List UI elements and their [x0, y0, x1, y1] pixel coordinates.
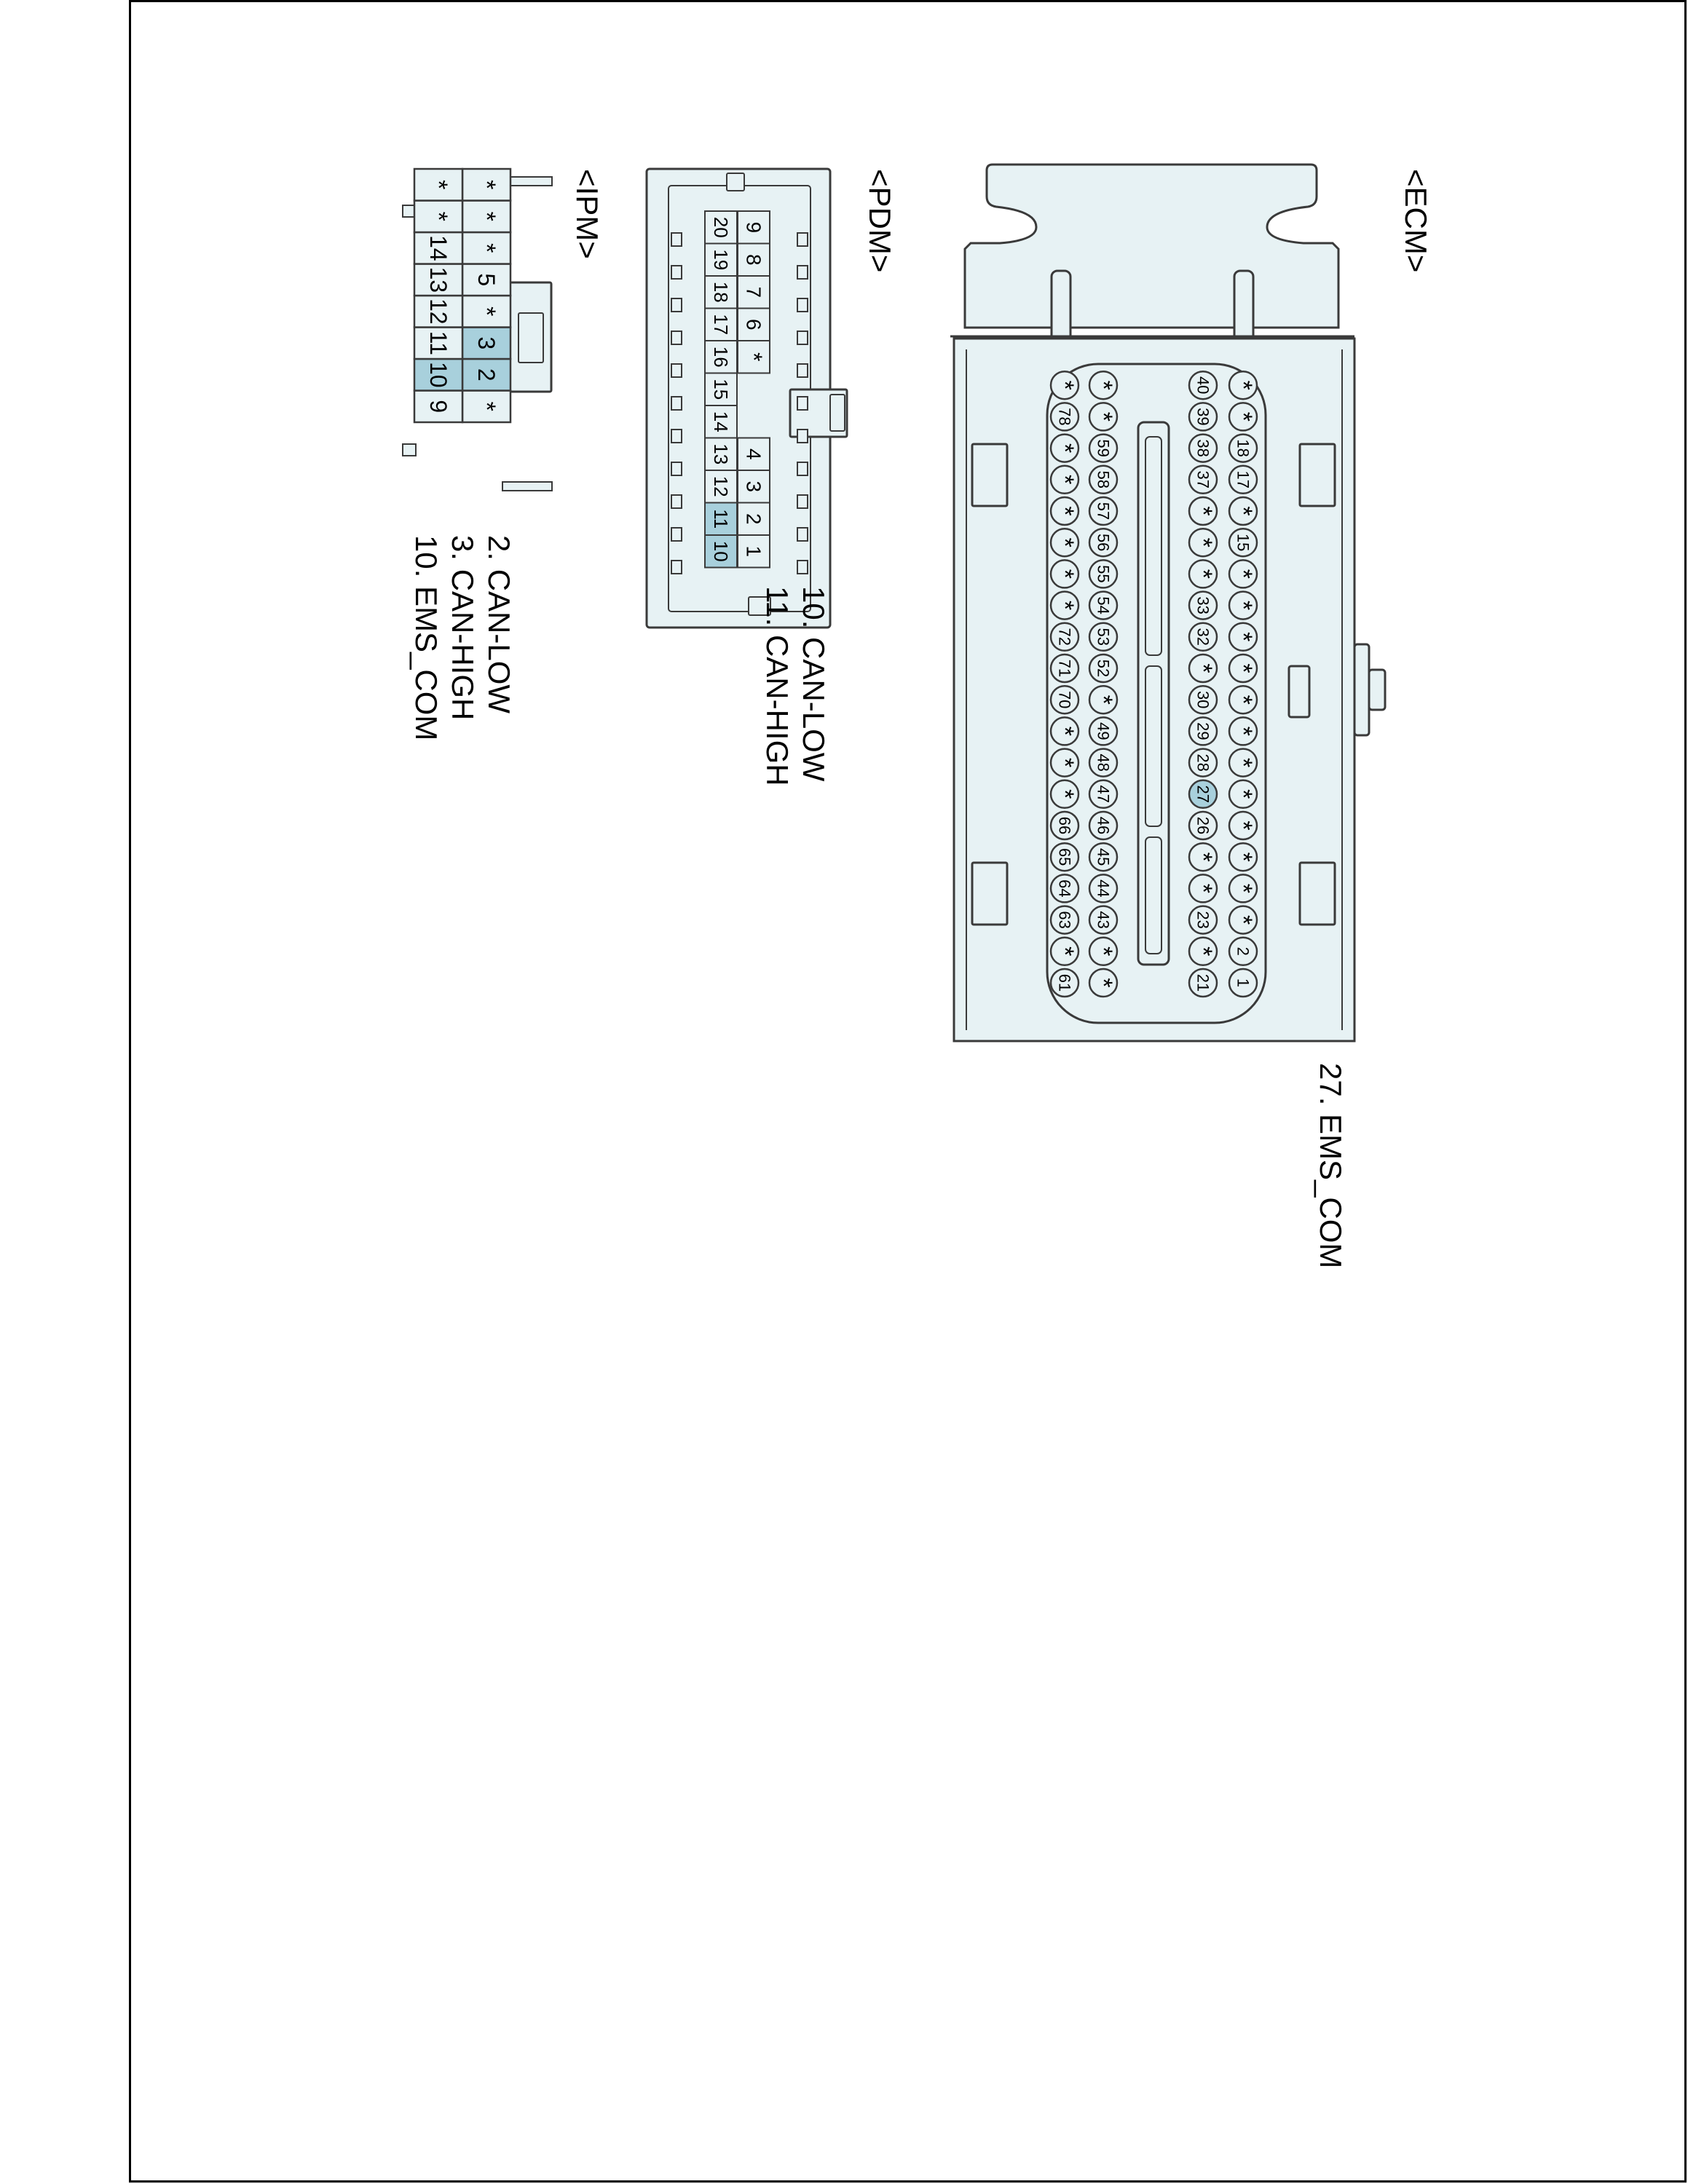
ipm-pin-label: * [473, 243, 500, 253]
ecm-pin-label: * [1051, 757, 1078, 768]
ecm-pin [1089, 403, 1117, 430]
ecm-pin-label: 66 [1055, 816, 1074, 835]
ecm-pin [1051, 371, 1078, 399]
ecm-pin-label: 21 [1194, 973, 1212, 992]
ecm-pin-label: 37 [1194, 470, 1212, 489]
ecm-pin-label: * [1051, 537, 1078, 547]
ecm-pin-label: * [1051, 600, 1078, 611]
ecm-guide-rail [1052, 271, 1070, 344]
ipm-pin [414, 328, 462, 360]
ipm-pin-label: * [473, 211, 500, 221]
ecm-pin [1229, 749, 1257, 777]
ecm-pin-label: * [1229, 726, 1257, 737]
ecm-pin-label: 52 [1094, 659, 1113, 678]
ecm-pin [1229, 654, 1257, 682]
pdm-pin-label: 8 [742, 253, 765, 266]
ecm-pin [1051, 466, 1078, 494]
ecm-bracket [1300, 444, 1335, 506]
ecm-pin-label: 26 [1194, 816, 1212, 835]
ecm-legend-line: 27. EMS_COM [1314, 1063, 1348, 1269]
ecm-pin [1089, 529, 1117, 556]
pdm-pin [738, 503, 770, 536]
ecm-pin-label: * [1229, 380, 1257, 390]
ecm-pin [1189, 623, 1217, 651]
ecm-pin [1189, 906, 1217, 934]
ecm-pin-label: * [1229, 695, 1257, 705]
ipm-pin-label: * [425, 211, 452, 221]
ecm-pin-label: * [1051, 726, 1078, 737]
ecm-pin [1089, 435, 1117, 462]
ecm-pin [1089, 969, 1117, 997]
ipm-pin [462, 296, 510, 328]
ecm-pin-label: 78 [1055, 408, 1074, 426]
ecm-center-slot [1145, 837, 1162, 954]
ecm-pin [1189, 969, 1217, 997]
ecm-lock-slot [1289, 666, 1309, 717]
ecm-pin [1189, 938, 1217, 965]
ecm-pin-label: 46 [1094, 816, 1113, 835]
ipm-pin-label: 3 [473, 336, 500, 350]
ipm-pin [462, 201, 510, 233]
ecm-pin [1189, 686, 1217, 713]
ipm-pin [462, 264, 510, 296]
pdm-pin-label: 9 [742, 221, 765, 234]
pdm-legend [759, 586, 832, 786]
ecm-pin-label: * [1189, 537, 1217, 547]
ecm-pin-label: * [1189, 506, 1217, 516]
ipm-legend [408, 535, 517, 740]
ecm-pin [1051, 717, 1078, 745]
ecm-pin [1229, 874, 1257, 902]
ipm-pin [414, 359, 462, 391]
ecm-pin-label: * [1229, 883, 1257, 894]
ecm-pin [1229, 969, 1257, 997]
ecm-pin-label: 1 [1234, 978, 1253, 988]
pdm-pin-label: 6 [742, 318, 765, 331]
ecm-pin-label: * [1229, 411, 1257, 422]
ecm-pin-label: * [1051, 569, 1078, 579]
pdm-pin [705, 309, 737, 341]
ecm-pin [1089, 560, 1117, 587]
ipm-pin-label: 9 [425, 400, 451, 414]
ecm-pin-label: 44 [1094, 879, 1113, 898]
pdm-terminal-tooth [797, 528, 808, 541]
ecm-pin [1051, 686, 1078, 713]
ecm-legend [1312, 1063, 1349, 1268]
ecm-pin [1189, 560, 1217, 587]
pdm-pin-label: 15 [710, 379, 732, 400]
ecm-pin-label: 39 [1194, 408, 1212, 426]
ipm-legend-line: 2. CAN-LOW [482, 535, 516, 714]
ecm-pin [1051, 906, 1078, 934]
ipm-pin [462, 391, 510, 423]
ecm-side-latch-tab [1369, 670, 1385, 710]
pdm-pin-label: 10 [710, 540, 732, 562]
pdm-terminal-tooth [671, 462, 682, 475]
ecm-pin-label: 56 [1094, 533, 1113, 552]
pdm-terminal-tooth [797, 430, 808, 443]
ecm-pin [1229, 403, 1257, 430]
ecm-pin-label: 15 [1234, 533, 1253, 552]
ecm-pin [1229, 686, 1257, 713]
ecm-pin [1089, 749, 1117, 777]
ecm-pin-label: * [1229, 914, 1257, 925]
ecm-pin-label: * [1089, 978, 1117, 988]
ecm-pin [1229, 906, 1257, 934]
ecm-pin [1089, 497, 1117, 525]
ipm-pin-label: 2 [473, 368, 500, 381]
ipm-pin-label: * [473, 401, 500, 411]
ipm-pin [462, 232, 510, 264]
ecm-pin [1229, 592, 1257, 620]
ecm-center-slot [1145, 666, 1162, 826]
ecm-pin-label: * [1051, 443, 1078, 454]
ecm-pin-label: 72 [1055, 628, 1074, 646]
ipm-pin [414, 296, 462, 328]
ecm-pin-label: 55 [1094, 565, 1113, 583]
ecm-pin [1229, 623, 1257, 651]
pdm-pin [705, 438, 737, 471]
ecm-pin-label: 58 [1094, 470, 1113, 489]
pdm-pin [738, 470, 770, 503]
pdm-terminal-tooth [671, 364, 682, 377]
ecm-pin-label: * [1051, 789, 1078, 799]
ecm-bracket [972, 444, 1007, 506]
ecm-pin [1189, 780, 1217, 808]
ecm-pin-label: * [1229, 852, 1257, 862]
ecm-pin-label: * [1229, 757, 1257, 768]
pdm-terminal-tooth [671, 495, 682, 508]
pdm-pin-label: 19 [710, 249, 732, 271]
ecm-pin [1051, 560, 1078, 587]
pdm-pin-label: 3 [742, 480, 765, 493]
ecm-pin [1229, 435, 1257, 462]
ipm-connector [403, 169, 552, 491]
ecm-pin-label: 71 [1055, 659, 1074, 678]
pdm-pin [738, 211, 770, 244]
pdm-latch-tab [830, 395, 845, 431]
ecm-pin-label: * [1229, 506, 1257, 516]
pdm-terminal-tooth [671, 331, 682, 344]
ecm-pin [1189, 371, 1217, 399]
pdm-terminal-tooth [797, 364, 808, 377]
pdm-pin-label: * [741, 352, 767, 362]
ecm-pin [1089, 938, 1117, 965]
ipm-pin-label: 12 [425, 298, 451, 325]
ecm-pin-label: * [1051, 475, 1078, 485]
ecm-pin [1189, 843, 1217, 871]
pdm-terminal-tooth [671, 430, 682, 443]
ecm-pin [1189, 592, 1217, 620]
pdm-top-tab [727, 173, 744, 191]
ecm-pin [1189, 654, 1217, 682]
ipm-pin [414, 169, 462, 201]
ecm-pin [1051, 403, 1078, 430]
ecm-pin-label: * [1189, 946, 1217, 957]
ecm-pin [1189, 403, 1217, 430]
ipm-pin [462, 169, 510, 201]
ecm-pin [1189, 874, 1217, 902]
ecm-pin [1089, 592, 1117, 620]
pdm-pin [705, 341, 737, 373]
pdm-pin [705, 405, 737, 438]
ecm-pin-label: 47 [1094, 785, 1113, 804]
pdm-pin-label: 17 [710, 314, 732, 336]
pdm-pin-label: 1 [742, 545, 765, 558]
ecm-side-latch [1354, 644, 1369, 735]
ecm-mounting-flange [965, 165, 1338, 328]
ecm-pin-label: * [1089, 411, 1117, 422]
pdm-terminal-tooth [797, 462, 808, 475]
ecm-pin-label: 23 [1194, 911, 1212, 929]
ecm-pin [1051, 938, 1078, 965]
pdm-terminal-tooth [797, 331, 808, 344]
pdm-pin-label: 12 [710, 475, 732, 497]
pdm-pin [705, 503, 737, 536]
pdm-pin [705, 470, 737, 503]
ecm-pin [1189, 749, 1217, 777]
ecm-pin [1089, 812, 1117, 839]
ecm-pin [1089, 466, 1117, 494]
ecm-center-slot [1145, 437, 1162, 655]
ecm-pin [1051, 592, 1078, 620]
ecm-pin-label: 59 [1094, 439, 1113, 457]
ecm-pin [1089, 371, 1117, 399]
ecm-pin [1189, 466, 1217, 494]
ecm-pin-label: 28 [1194, 753, 1212, 772]
ecm-pin-label: 27 [1194, 785, 1212, 804]
ecm-pin-label: * [1229, 600, 1257, 611]
ecm-pin-label: 54 [1094, 596, 1113, 614]
ecm-pin-label: * [1229, 663, 1257, 673]
pdm-title: <PDM> [863, 169, 897, 273]
ecm-pin [1051, 529, 1078, 556]
ipm-pin-label: 13 [425, 266, 451, 293]
ecm-pin [1229, 371, 1257, 399]
ipm-pin-label: * [473, 306, 500, 317]
ecm-pin [1051, 843, 1078, 871]
pdm-pin [738, 341, 770, 373]
ecm-pin [1089, 686, 1117, 713]
ipm-pin [414, 201, 462, 233]
ecm-pin-label: 64 [1055, 879, 1074, 898]
ecm-pin [1051, 435, 1078, 462]
ecm-pin-label: 32 [1194, 628, 1212, 646]
pdm-legend-line: 10. CAN-LOW [797, 586, 831, 782]
ecm-pin-label: 29 [1194, 722, 1212, 740]
ecm-pin [1229, 560, 1257, 587]
pdm-pin [705, 535, 737, 568]
ecm-pin-label: 30 [1194, 690, 1212, 709]
ecm-pin [1089, 780, 1117, 808]
ecm-pin-label: * [1229, 820, 1257, 831]
ecm-pin [1189, 435, 1217, 462]
ecm-pin [1189, 717, 1217, 745]
pdm-pin-label: 2 [742, 513, 765, 525]
ecm-pin [1229, 529, 1257, 556]
pdm-terminal-tooth [671, 528, 682, 541]
ecm-pin [1189, 812, 1217, 839]
ipm-pin-label: 11 [425, 331, 451, 355]
ecm-pin [1229, 780, 1257, 808]
ipm-pin [414, 264, 462, 296]
pdm-terminal-tooth [671, 561, 682, 574]
ecm-pin [1089, 843, 1117, 871]
pdm-pin [705, 211, 737, 244]
ecm-pin [1089, 654, 1117, 682]
pdm-pin [738, 276, 770, 309]
ecm-pin [1189, 497, 1217, 525]
ecm-pin [1229, 812, 1257, 839]
pdm-pin-label: 7 [742, 286, 765, 298]
pdm-pin [738, 438, 770, 471]
ecm-pin-label: 65 [1055, 847, 1074, 866]
pdm-pin-label: 16 [710, 346, 732, 368]
pdm-terminal-tooth [797, 266, 808, 279]
ecm-pin [1089, 874, 1117, 902]
ecm-pin [1089, 906, 1117, 934]
pdm-pin-label: 11 [710, 509, 732, 529]
ipm-pin [462, 359, 510, 391]
ipm-pin [414, 232, 462, 264]
ecm-pin-label: 18 [1234, 439, 1253, 457]
ecm-pin [1051, 969, 1078, 997]
pdm-terminal-tooth [671, 397, 682, 410]
ecm-pin-label: 61 [1055, 973, 1074, 992]
ecm-pin-label: 70 [1055, 690, 1074, 709]
ecm-pin-label: * [1089, 695, 1117, 705]
ecm-pin [1229, 717, 1257, 745]
ecm-pin-label: 63 [1055, 911, 1074, 929]
ipm-pin [414, 391, 462, 423]
ecm-pin-label: 40 [1194, 376, 1212, 395]
ecm-pin-label: * [1089, 946, 1117, 957]
ecm-pin-label: * [1229, 569, 1257, 579]
pdm-terminal-tooth [797, 298, 808, 312]
ecm-pin [1051, 654, 1078, 682]
pdm-terminal-tooth [671, 233, 682, 246]
ecm-pin-label: 45 [1094, 847, 1113, 866]
ecm-pin [1089, 717, 1117, 745]
pdm-pin [705, 276, 737, 309]
pdm-pin [705, 373, 737, 406]
ecm-pin [1051, 780, 1078, 808]
ecm-pin-label: * [1189, 852, 1217, 862]
ecm-pin [1051, 874, 1078, 902]
ipm-pin-label: 14 [425, 234, 451, 261]
ecm-pin [1229, 497, 1257, 525]
ecm-pin [1051, 812, 1078, 839]
pdm-pin [738, 244, 770, 277]
ecm-title: <ECM> [1399, 169, 1433, 273]
pdm-legend-line: 11. CAN-HIGH [760, 586, 794, 786]
ecm-pin-label: 38 [1194, 439, 1212, 457]
ecm-bracket [1300, 863, 1335, 925]
ecm-pin-label: * [1051, 946, 1078, 957]
ecm-pin-label: * [1189, 883, 1217, 894]
pdm-pin-label: 14 [710, 411, 732, 432]
pdm-terminal-tooth [671, 266, 682, 279]
ecm-pin-label: 43 [1094, 911, 1113, 929]
pdm-pin-label: 4 [742, 448, 765, 460]
pdm-terminal-tooth [797, 233, 808, 246]
ipm-peg [403, 444, 416, 456]
ecm-pin-label: * [1051, 380, 1078, 390]
pdm-pin [738, 535, 770, 568]
pdm-pin-label: 20 [710, 216, 732, 238]
ecm-pin [1089, 623, 1117, 651]
pdm-pin-label: 13 [710, 443, 732, 465]
ipm-title: <IPM> [570, 169, 604, 259]
ipm-pin-label: * [473, 180, 500, 190]
ipm-pin-label: 5 [473, 273, 500, 287]
ecm-pin [1229, 843, 1257, 871]
ipm-pin [462, 328, 510, 360]
ecm-pin [1051, 497, 1078, 525]
pdm-pin [705, 244, 737, 277]
ecm-pin-label: 49 [1094, 722, 1113, 740]
ecm-pin [1229, 466, 1257, 494]
pdm-terminal-tooth [797, 397, 808, 410]
ipm-legend-line: 10. EMS_COM [409, 535, 443, 741]
ecm-guide-rail [1234, 271, 1253, 344]
pdm-terminal-tooth [797, 495, 808, 508]
pdm-connector [647, 169, 847, 628]
ecm-pin-label: 2 [1234, 946, 1253, 956]
ipm-legend-line: 3. CAN-HIGH [446, 535, 480, 721]
ecm-pin-label: * [1189, 569, 1217, 579]
ecm-pin-label: 48 [1094, 753, 1113, 772]
ecm-pin-label: * [1229, 632, 1257, 642]
pdm-terminal-tooth [671, 298, 682, 312]
ecm-pin [1051, 623, 1078, 651]
ecm-pin [1229, 938, 1257, 965]
ecm-pin-label: * [1089, 380, 1117, 390]
ecm-bracket [972, 863, 1007, 925]
ecm-pin-label: * [1229, 789, 1257, 799]
pdm-terminal-tooth [797, 561, 808, 574]
ecm-pin-label: 57 [1094, 502, 1113, 521]
ipm-pin-label: * [425, 180, 452, 190]
ecm-pin [1051, 749, 1078, 777]
ipm-peg [502, 482, 552, 491]
ecm-pin-label: 33 [1194, 596, 1212, 614]
ecm-pin-label: * [1189, 663, 1217, 673]
ipm-pin-label: 10 [425, 361, 451, 388]
pdm-pin-label: 18 [710, 281, 732, 303]
ecm-pin-label: 17 [1234, 470, 1253, 489]
ecm-pin-label: 53 [1094, 628, 1113, 646]
ecm-pin-label: * [1051, 506, 1078, 516]
pdm-pin [738, 309, 770, 341]
ecm-pin [1189, 529, 1217, 556]
ecm-connector [950, 165, 1385, 1041]
ipm-side-lock-inner [518, 313, 543, 363]
